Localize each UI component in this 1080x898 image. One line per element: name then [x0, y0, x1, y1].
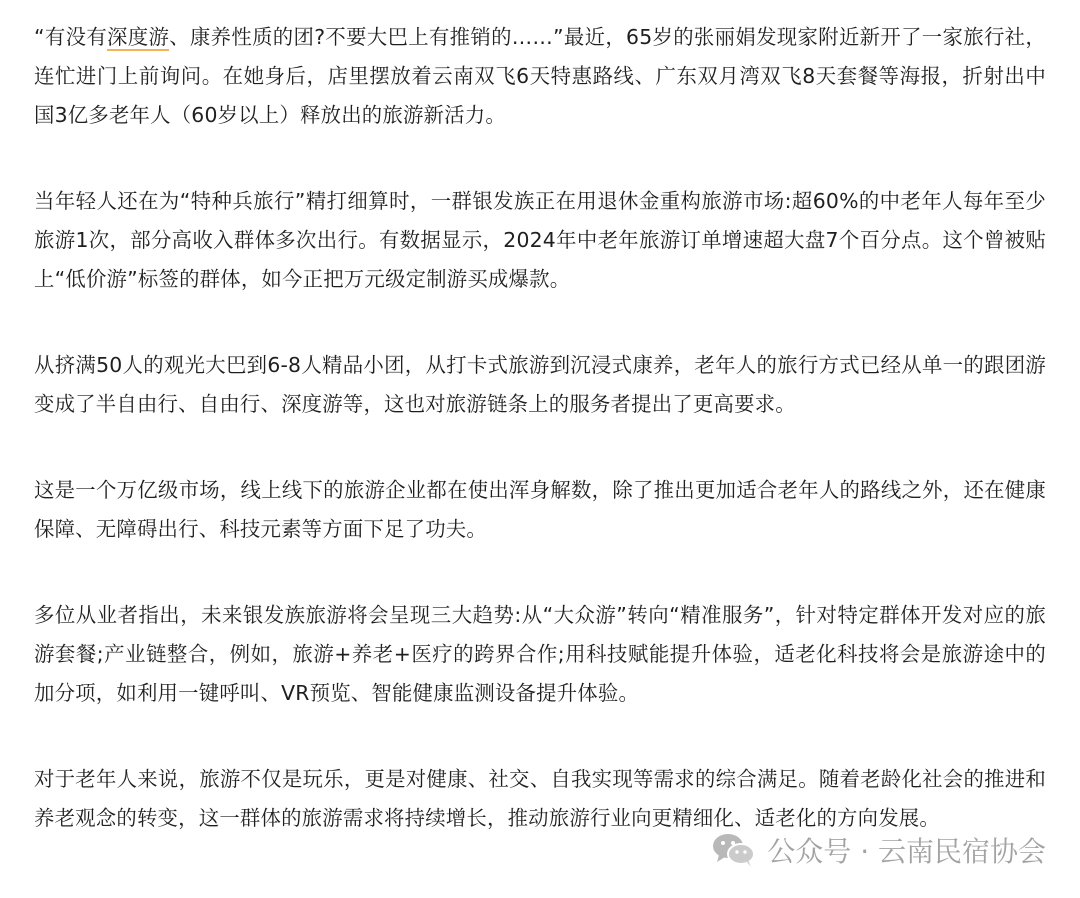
article-body — [34, 18, 1046, 883]
watermark-text: 公众号 · 云南民宿协会 — [767, 835, 1046, 868]
paragraph-5: 多位从业者指出，未来银发族旅游将会呈现三大趋势:从“大众游”转向“精准服务”，针对特定群体开发对应的旅游套餐;产业链整合，例如，旅游+养老+医疗的跨界合作;用科技赋能提升体验，适老化科技将会是旅游途中的加分项，如利用一键呼叫、VR预览、智能健康监测设备提升体验。 — [34, 603, 1046, 705]
paragraph-1-rest: 、康养性质的团?不要大巴上有推销的……”最近，65岁的张丽娟发现家附近新开了一家旅行社，连忙进门上前询问。在她身后，店里摆放着云南双飞6天特惠路线、广东双月湾双飞8天套餐等海报，折射出中国3亿多老年人（60岁以上）释放出的旅游新活力。 — [34, 25, 1046, 127]
paragraph-3: 从挤满50人的观光大巴到6-8人精品小团，从打卡式旅游到沉浸式康养，老年人的旅行方式已经从单一的跟团游变成了半自由行、自由行、深度游等，这也对旅游链条上的服务者提出了更高要求。 — [34, 353, 1046, 416]
highlighted-term[interactable]: 深度游 — [107, 25, 170, 49]
wechat-icon — [711, 831, 757, 869]
paragraph-4: 这是一个万亿级市场，线上线下的旅游企业都在使出浑身解数，除了推出更加适合老年人的路线之外，还在健康保障、无障碍出行、科技元素等方面下足了功夫。 — [34, 478, 1046, 541]
watermark — [711, 830, 1046, 870]
paragraph-2: 当年轻人还在为“特种兵旅行”精打细算时，一群银发族正在用退休金重构旅游市场:超60%的中老年人每年至少旅游1次，部分高收入群体多次出行。有数据显示，2024年中老年旅游订单增速超大盘7个百分点。这个曾被贴上“低价游”标签的群体，如今正把万元级定制游买成爆款。 — [34, 189, 1046, 291]
paragraph-6: 对于老年人来说，旅游不仅是玩乐，更是对健康、社交、自我实现等需求的综合满足。随着老龄化社会的推进和养老观念的转变，这一群体的旅游需求将持续增长，推动旅游行业向更精细化、适老化的方向发展。 — [34, 767, 1046, 830]
paragraph-1-lead: “有没有 — [34, 25, 108, 49]
paragraph-1 — [34, 18, 1046, 135]
